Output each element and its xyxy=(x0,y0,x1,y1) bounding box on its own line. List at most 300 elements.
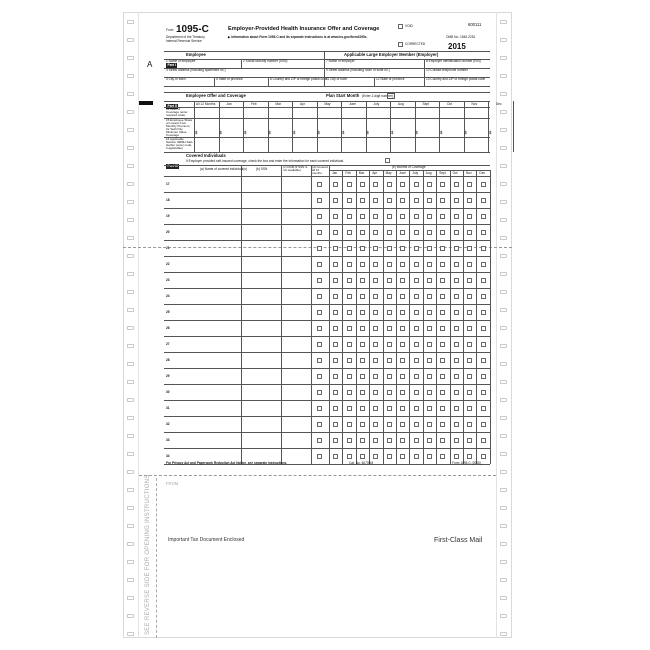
covered-all-12-checkbox[interactable] xyxy=(317,390,322,395)
covered-dob-input[interactable] xyxy=(283,258,309,270)
covered-all-12-checkbox[interactable] xyxy=(317,310,322,315)
month-coverage-checkbox[interactable] xyxy=(333,278,338,283)
month-coverage-checkbox[interactable] xyxy=(333,198,338,203)
month-coverage-checkbox[interactable] xyxy=(467,262,472,267)
month-coverage-checkbox[interactable] xyxy=(400,294,405,299)
month-coverage-checkbox[interactable] xyxy=(347,422,352,427)
month-coverage-checkbox[interactable] xyxy=(481,262,486,267)
month-coverage-checkbox[interactable] xyxy=(481,278,486,283)
month-coverage-checkbox[interactable] xyxy=(440,422,445,427)
month-coverage-checkbox[interactable] xyxy=(414,294,419,299)
month-coverage-checkbox[interactable] xyxy=(387,406,392,411)
month-coverage-checkbox[interactable] xyxy=(387,390,392,395)
month-coverage-checkbox[interactable] xyxy=(414,326,419,331)
covered-all-12-checkbox[interactable] xyxy=(317,246,322,251)
row14-input[interactable] xyxy=(220,108,243,117)
void-checkbox[interactable] xyxy=(398,24,403,29)
month-coverage-checkbox[interactable] xyxy=(400,230,405,235)
covered-ssn-input[interactable] xyxy=(243,274,279,286)
month-coverage-checkbox[interactable] xyxy=(387,230,392,235)
month-coverage-checkbox[interactable] xyxy=(467,246,472,251)
month-coverage-checkbox[interactable] xyxy=(333,438,338,443)
month-coverage-checkbox[interactable] xyxy=(373,310,378,315)
month-coverage-checkbox[interactable] xyxy=(347,182,352,187)
month-coverage-checkbox[interactable] xyxy=(427,374,432,379)
covered-ssn-input[interactable] xyxy=(243,258,279,270)
month-coverage-checkbox[interactable] xyxy=(440,230,445,235)
month-coverage-checkbox[interactable] xyxy=(481,342,486,347)
month-coverage-checkbox[interactable] xyxy=(347,262,352,267)
row15-input[interactable] xyxy=(247,120,267,136)
row14-input[interactable] xyxy=(244,108,267,117)
month-coverage-checkbox[interactable] xyxy=(373,198,378,203)
covered-all-12-checkbox[interactable] xyxy=(317,374,322,379)
month-coverage-checkbox[interactable] xyxy=(347,374,352,379)
row15-input[interactable] xyxy=(296,120,316,136)
month-coverage-checkbox[interactable] xyxy=(347,278,352,283)
month-coverage-checkbox[interactable] xyxy=(360,454,365,459)
covered-dob-input[interactable] xyxy=(283,306,309,318)
month-coverage-checkbox[interactable] xyxy=(400,310,405,315)
month-coverage-checkbox[interactable] xyxy=(333,406,338,411)
month-coverage-checkbox[interactable] xyxy=(400,390,405,395)
row15-input[interactable] xyxy=(223,120,243,136)
row14-input[interactable] xyxy=(195,108,218,117)
covered-name-input[interactable] xyxy=(172,354,239,366)
month-coverage-checkbox[interactable] xyxy=(440,294,445,299)
month-coverage-checkbox[interactable] xyxy=(360,406,365,411)
month-coverage-checkbox[interactable] xyxy=(387,310,392,315)
covered-name-input[interactable] xyxy=(172,226,239,238)
month-coverage-checkbox[interactable] xyxy=(373,422,378,427)
row14-input[interactable] xyxy=(465,108,488,117)
month-coverage-checkbox[interactable] xyxy=(347,358,352,363)
month-coverage-checkbox[interactable] xyxy=(347,390,352,395)
covered-all-12-checkbox[interactable] xyxy=(317,326,322,331)
month-coverage-checkbox[interactable] xyxy=(387,182,392,187)
month-coverage-checkbox[interactable] xyxy=(481,182,486,187)
month-coverage-checkbox[interactable] xyxy=(387,326,392,331)
covered-name-input[interactable] xyxy=(172,290,239,302)
part1-input[interactable] xyxy=(426,63,470,67)
row15-input[interactable] xyxy=(272,120,292,136)
covered-name-input[interactable] xyxy=(172,402,239,414)
covered-name-input[interactable] xyxy=(172,338,239,350)
row14-input[interactable] xyxy=(342,108,365,117)
month-coverage-checkbox[interactable] xyxy=(387,198,392,203)
self-insured-checkbox[interactable] xyxy=(385,158,390,163)
covered-all-12-checkbox[interactable] xyxy=(317,422,322,427)
covered-dob-input[interactable] xyxy=(283,226,309,238)
row15-input[interactable] xyxy=(492,120,512,136)
month-coverage-checkbox[interactable] xyxy=(467,358,472,363)
row16-input[interactable] xyxy=(318,138,341,151)
part1-input[interactable] xyxy=(326,63,370,67)
row15-input[interactable] xyxy=(370,120,390,136)
month-coverage-checkbox[interactable] xyxy=(481,326,486,331)
row16-input[interactable] xyxy=(391,138,414,151)
month-coverage-checkbox[interactable] xyxy=(440,342,445,347)
month-coverage-checkbox[interactable] xyxy=(467,390,472,395)
month-coverage-checkbox[interactable] xyxy=(360,294,365,299)
row16-input[interactable] xyxy=(342,138,365,151)
month-coverage-checkbox[interactable] xyxy=(387,294,392,299)
month-coverage-checkbox[interactable] xyxy=(454,310,459,315)
month-coverage-checkbox[interactable] xyxy=(427,262,432,267)
month-coverage-checkbox[interactable] xyxy=(333,422,338,427)
month-coverage-checkbox[interactable] xyxy=(481,294,486,299)
row14-input[interactable] xyxy=(416,108,439,117)
month-coverage-checkbox[interactable] xyxy=(360,342,365,347)
month-coverage-checkbox[interactable] xyxy=(347,294,352,299)
month-coverage-checkbox[interactable] xyxy=(467,310,472,315)
month-coverage-checkbox[interactable] xyxy=(440,246,445,251)
month-coverage-checkbox[interactable] xyxy=(454,358,459,363)
month-coverage-checkbox[interactable] xyxy=(454,278,459,283)
row16-input[interactable] xyxy=(416,138,439,151)
covered-name-input[interactable] xyxy=(172,274,239,286)
month-coverage-checkbox[interactable] xyxy=(467,406,472,411)
covered-all-12-checkbox[interactable] xyxy=(317,230,322,235)
month-coverage-checkbox[interactable] xyxy=(387,422,392,427)
month-coverage-checkbox[interactable] xyxy=(360,374,365,379)
month-coverage-checkbox[interactable] xyxy=(400,182,405,187)
month-coverage-checkbox[interactable] xyxy=(360,230,365,235)
month-coverage-checkbox[interactable] xyxy=(400,278,405,283)
month-coverage-checkbox[interactable] xyxy=(427,278,432,283)
month-coverage-checkbox[interactable] xyxy=(333,182,338,187)
row14-input[interactable] xyxy=(367,108,390,117)
month-coverage-checkbox[interactable] xyxy=(454,438,459,443)
month-coverage-checkbox[interactable] xyxy=(387,214,392,219)
month-coverage-checkbox[interactable] xyxy=(454,294,459,299)
covered-name-input[interactable] xyxy=(172,178,239,190)
month-coverage-checkbox[interactable] xyxy=(414,262,419,267)
month-coverage-checkbox[interactable] xyxy=(400,406,405,411)
covered-dob-input[interactable] xyxy=(283,242,309,254)
row16-input[interactable] xyxy=(195,138,218,151)
covered-name-input[interactable] xyxy=(172,194,239,206)
month-coverage-checkbox[interactable] xyxy=(360,310,365,315)
covered-all-12-checkbox[interactable] xyxy=(317,278,322,283)
month-coverage-checkbox[interactable] xyxy=(360,182,365,187)
month-coverage-checkbox[interactable] xyxy=(454,214,459,219)
row14-input[interactable] xyxy=(318,108,341,117)
month-coverage-checkbox[interactable] xyxy=(414,198,419,203)
month-coverage-checkbox[interactable] xyxy=(467,182,472,187)
month-coverage-checkbox[interactable] xyxy=(427,454,432,459)
part1-input[interactable] xyxy=(166,63,210,67)
month-coverage-checkbox[interactable] xyxy=(347,198,352,203)
month-coverage-checkbox[interactable] xyxy=(360,422,365,427)
month-coverage-checkbox[interactable] xyxy=(427,246,432,251)
month-coverage-checkbox[interactable] xyxy=(387,438,392,443)
month-coverage-checkbox[interactable] xyxy=(347,310,352,315)
month-coverage-checkbox[interactable] xyxy=(481,374,486,379)
covered-dob-input[interactable] xyxy=(283,370,309,382)
part1-input[interactable] xyxy=(426,72,470,76)
part1-input[interactable] xyxy=(326,72,370,76)
month-coverage-checkbox[interactable] xyxy=(467,438,472,443)
covered-ssn-input[interactable] xyxy=(243,434,279,446)
month-coverage-checkbox[interactable] xyxy=(414,214,419,219)
month-coverage-checkbox[interactable] xyxy=(333,326,338,331)
month-coverage-checkbox[interactable] xyxy=(347,326,352,331)
month-coverage-checkbox[interactable] xyxy=(347,342,352,347)
month-coverage-checkbox[interactable] xyxy=(373,326,378,331)
month-coverage-checkbox[interactable] xyxy=(414,358,419,363)
month-coverage-checkbox[interactable] xyxy=(440,358,445,363)
covered-ssn-input[interactable] xyxy=(243,242,279,254)
covered-name-input[interactable] xyxy=(172,322,239,334)
month-coverage-checkbox[interactable] xyxy=(373,278,378,283)
month-coverage-checkbox[interactable] xyxy=(414,182,419,187)
covered-ssn-input[interactable] xyxy=(243,354,279,366)
covered-name-input[interactable] xyxy=(172,434,239,446)
covered-dob-input[interactable] xyxy=(283,402,309,414)
month-coverage-checkbox[interactable] xyxy=(440,326,445,331)
month-coverage-checkbox[interactable] xyxy=(467,326,472,331)
month-coverage-checkbox[interactable] xyxy=(427,198,432,203)
month-coverage-checkbox[interactable] xyxy=(373,358,378,363)
covered-all-12-checkbox[interactable] xyxy=(317,214,322,219)
covered-name-input[interactable] xyxy=(172,242,239,254)
row14-input[interactable] xyxy=(391,108,414,117)
row16-input[interactable] xyxy=(489,138,512,151)
month-coverage-checkbox[interactable] xyxy=(360,390,365,395)
month-coverage-checkbox[interactable] xyxy=(333,246,338,251)
month-coverage-checkbox[interactable] xyxy=(373,406,378,411)
row15-input[interactable] xyxy=(443,120,463,136)
covered-ssn-input[interactable] xyxy=(243,210,279,222)
month-coverage-checkbox[interactable] xyxy=(373,342,378,347)
month-coverage-checkbox[interactable] xyxy=(360,358,365,363)
month-coverage-checkbox[interactable] xyxy=(454,198,459,203)
month-coverage-checkbox[interactable] xyxy=(481,358,486,363)
month-coverage-checkbox[interactable] xyxy=(414,374,419,379)
row14-input[interactable] xyxy=(440,108,463,117)
covered-ssn-input[interactable] xyxy=(243,418,279,430)
month-coverage-checkbox[interactable] xyxy=(387,342,392,347)
month-coverage-checkbox[interactable] xyxy=(481,390,486,395)
month-coverage-checkbox[interactable] xyxy=(427,438,432,443)
month-coverage-checkbox[interactable] xyxy=(481,422,486,427)
month-coverage-checkbox[interactable] xyxy=(400,246,405,251)
month-coverage-checkbox[interactable] xyxy=(400,438,405,443)
month-coverage-checkbox[interactable] xyxy=(454,246,459,251)
covered-ssn-input[interactable] xyxy=(243,178,279,190)
row15-input[interactable] xyxy=(198,120,218,136)
month-coverage-checkbox[interactable] xyxy=(373,294,378,299)
covered-name-input[interactable] xyxy=(172,370,239,382)
covered-ssn-input[interactable] xyxy=(243,322,279,334)
row16-input[interactable] xyxy=(293,138,316,151)
month-coverage-checkbox[interactable] xyxy=(400,262,405,267)
month-coverage-checkbox[interactable] xyxy=(414,230,419,235)
month-coverage-checkbox[interactable] xyxy=(440,278,445,283)
month-coverage-checkbox[interactable] xyxy=(467,374,472,379)
month-coverage-checkbox[interactable] xyxy=(454,406,459,411)
row14-input[interactable] xyxy=(489,108,512,117)
covered-ssn-input[interactable] xyxy=(243,370,279,382)
month-coverage-checkbox[interactable] xyxy=(333,262,338,267)
month-coverage-checkbox[interactable] xyxy=(467,422,472,427)
covered-dob-input[interactable] xyxy=(283,354,309,366)
month-coverage-checkbox[interactable] xyxy=(400,422,405,427)
month-coverage-checkbox[interactable] xyxy=(414,246,419,251)
month-coverage-checkbox[interactable] xyxy=(427,422,432,427)
month-coverage-checkbox[interactable] xyxy=(467,214,472,219)
row16-input[interactable] xyxy=(367,138,390,151)
month-coverage-checkbox[interactable] xyxy=(454,326,459,331)
covered-name-input[interactable] xyxy=(172,386,239,398)
month-coverage-checkbox[interactable] xyxy=(333,390,338,395)
row15-input[interactable] xyxy=(468,120,488,136)
month-coverage-checkbox[interactable] xyxy=(440,406,445,411)
corrected-checkbox[interactable] xyxy=(398,42,403,47)
month-coverage-checkbox[interactable] xyxy=(400,198,405,203)
row15-input[interactable] xyxy=(345,120,365,136)
covered-dob-input[interactable] xyxy=(283,434,309,446)
month-coverage-checkbox[interactable] xyxy=(373,230,378,235)
covered-all-12-checkbox[interactable] xyxy=(317,438,322,443)
month-coverage-checkbox[interactable] xyxy=(454,262,459,267)
covered-ssn-input[interactable] xyxy=(243,402,279,414)
month-coverage-checkbox[interactable] xyxy=(387,358,392,363)
month-coverage-checkbox[interactable] xyxy=(373,262,378,267)
month-coverage-checkbox[interactable] xyxy=(427,342,432,347)
month-coverage-checkbox[interactable] xyxy=(454,230,459,235)
month-coverage-checkbox[interactable] xyxy=(400,358,405,363)
month-coverage-checkbox[interactable] xyxy=(373,374,378,379)
month-coverage-checkbox[interactable] xyxy=(333,230,338,235)
month-coverage-checkbox[interactable] xyxy=(373,214,378,219)
row14-input[interactable] xyxy=(293,108,316,117)
month-coverage-checkbox[interactable] xyxy=(440,198,445,203)
month-coverage-checkbox[interactable] xyxy=(333,214,338,219)
month-coverage-checkbox[interactable] xyxy=(360,326,365,331)
row15-input[interactable] xyxy=(321,120,341,136)
covered-dob-input[interactable] xyxy=(283,194,309,206)
month-coverage-checkbox[interactable] xyxy=(454,454,459,459)
month-coverage-checkbox[interactable] xyxy=(333,342,338,347)
covered-ssn-input[interactable] xyxy=(243,226,279,238)
covered-ssn-input[interactable] xyxy=(243,306,279,318)
month-coverage-checkbox[interactable] xyxy=(414,390,419,395)
month-coverage-checkbox[interactable] xyxy=(427,358,432,363)
row14-input[interactable] xyxy=(269,108,292,117)
month-coverage-checkbox[interactable] xyxy=(333,454,338,459)
month-coverage-checkbox[interactable] xyxy=(373,454,378,459)
month-coverage-checkbox[interactable] xyxy=(387,262,392,267)
month-coverage-checkbox[interactable] xyxy=(467,278,472,283)
row15-input[interactable] xyxy=(419,120,439,136)
month-coverage-checkbox[interactable] xyxy=(454,422,459,427)
month-coverage-checkbox[interactable] xyxy=(440,374,445,379)
month-coverage-checkbox[interactable] xyxy=(414,406,419,411)
month-coverage-checkbox[interactable] xyxy=(481,214,486,219)
part1-input[interactable] xyxy=(376,81,420,85)
part1-input[interactable] xyxy=(166,72,210,76)
month-coverage-checkbox[interactable] xyxy=(481,230,486,235)
covered-all-12-checkbox[interactable] xyxy=(317,262,322,267)
month-coverage-checkbox[interactable] xyxy=(467,454,472,459)
month-coverage-checkbox[interactable] xyxy=(467,230,472,235)
month-coverage-checkbox[interactable] xyxy=(427,326,432,331)
row15-input[interactable] xyxy=(394,120,414,136)
month-coverage-checkbox[interactable] xyxy=(400,374,405,379)
month-coverage-checkbox[interactable] xyxy=(347,438,352,443)
month-coverage-checkbox[interactable] xyxy=(360,198,365,203)
part1-input[interactable] xyxy=(426,81,470,85)
covered-all-12-checkbox[interactable] xyxy=(317,406,322,411)
month-coverage-checkbox[interactable] xyxy=(481,198,486,203)
part1-input[interactable] xyxy=(166,81,210,85)
month-coverage-checkbox[interactable] xyxy=(414,422,419,427)
part1-input[interactable] xyxy=(326,81,370,85)
month-coverage-checkbox[interactable] xyxy=(427,406,432,411)
month-coverage-checkbox[interactable] xyxy=(454,390,459,395)
month-coverage-checkbox[interactable] xyxy=(333,310,338,315)
covered-all-12-checkbox[interactable] xyxy=(317,342,322,347)
covered-dob-input[interactable] xyxy=(283,178,309,190)
row16-input[interactable] xyxy=(220,138,243,151)
month-coverage-checkbox[interactable] xyxy=(400,454,405,459)
covered-name-input[interactable] xyxy=(172,258,239,270)
month-coverage-checkbox[interactable] xyxy=(481,406,486,411)
month-coverage-checkbox[interactable] xyxy=(440,438,445,443)
month-coverage-checkbox[interactable] xyxy=(347,246,352,251)
covered-ssn-input[interactable] xyxy=(243,290,279,302)
month-coverage-checkbox[interactable] xyxy=(427,214,432,219)
month-coverage-checkbox[interactable] xyxy=(333,358,338,363)
month-coverage-checkbox[interactable] xyxy=(387,374,392,379)
month-coverage-checkbox[interactable] xyxy=(481,246,486,251)
month-coverage-checkbox[interactable] xyxy=(467,342,472,347)
row16-input[interactable] xyxy=(465,138,488,151)
month-coverage-checkbox[interactable] xyxy=(481,454,486,459)
month-coverage-checkbox[interactable] xyxy=(400,214,405,219)
covered-all-12-checkbox[interactable] xyxy=(317,198,322,203)
month-coverage-checkbox[interactable] xyxy=(440,454,445,459)
month-coverage-checkbox[interactable] xyxy=(454,342,459,347)
part1-input[interactable] xyxy=(243,63,287,67)
covered-name-input[interactable] xyxy=(172,210,239,222)
month-coverage-checkbox[interactable] xyxy=(387,246,392,251)
covered-all-12-checkbox[interactable] xyxy=(317,454,322,459)
covered-dob-input[interactable] xyxy=(283,418,309,430)
plan-start-month-input[interactable] xyxy=(387,93,395,99)
month-coverage-checkbox[interactable] xyxy=(427,310,432,315)
month-coverage-checkbox[interactable] xyxy=(414,438,419,443)
covered-dob-input[interactable] xyxy=(283,290,309,302)
month-coverage-checkbox[interactable] xyxy=(347,230,352,235)
month-coverage-checkbox[interactable] xyxy=(427,294,432,299)
row16-input[interactable] xyxy=(244,138,267,151)
row16-input[interactable] xyxy=(440,138,463,151)
month-coverage-checkbox[interactable] xyxy=(360,438,365,443)
month-coverage-checkbox[interactable] xyxy=(414,342,419,347)
month-coverage-checkbox[interactable] xyxy=(440,214,445,219)
month-coverage-checkbox[interactable] xyxy=(373,246,378,251)
row16-input[interactable] xyxy=(269,138,292,151)
month-coverage-checkbox[interactable] xyxy=(427,390,432,395)
covered-dob-input[interactable] xyxy=(283,210,309,222)
month-coverage-checkbox[interactable] xyxy=(347,214,352,219)
month-coverage-checkbox[interactable] xyxy=(373,438,378,443)
month-coverage-checkbox[interactable] xyxy=(427,182,432,187)
month-coverage-checkbox[interactable] xyxy=(454,374,459,379)
